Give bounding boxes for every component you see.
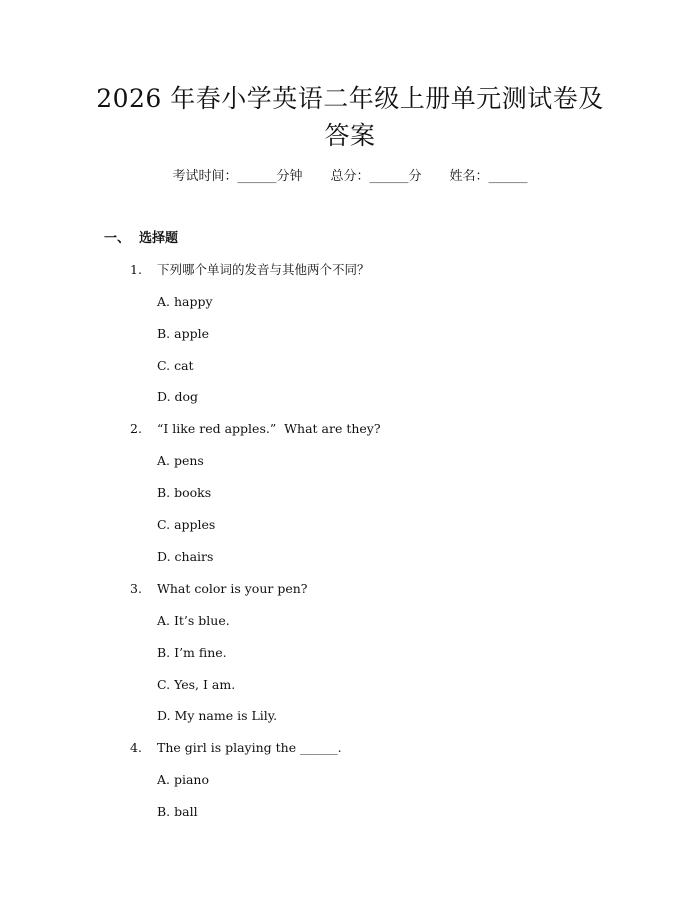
question-2-option-c: C. apples	[157, 517, 216, 532]
question-2-option-d: D. chairs	[157, 549, 214, 564]
question-4-option-a: A. piano	[157, 772, 210, 787]
question-1-option-b: B. apple	[157, 326, 209, 341]
student-name-field: 姓名：______	[449, 169, 528, 184]
question-3	[130, 580, 307, 598]
question-text: The girl is playing the ______.	[157, 740, 342, 755]
question-3-option-c: C. Yes, I am.	[157, 677, 236, 692]
question-number: 3.	[130, 581, 142, 596]
section-heading-choice: 一、 选择题	[104, 231, 179, 246]
exam-time-field: 考试时间：______分钟	[172, 169, 303, 184]
question-3-option-b: B. I’m fine.	[157, 645, 227, 660]
question-3-option-d: D. My name is Lily.	[157, 708, 278, 723]
document-title-line-1: 2026 年春小学英语二年级上册单元测试卷及	[96, 84, 604, 113]
exam-info-line	[0, 168, 700, 186]
question-text: 下列哪个单词的发音与其他两个不同？	[157, 262, 370, 277]
total-score-field: 总分：______分	[330, 169, 422, 184]
question-number: 4.	[130, 740, 142, 755]
question-1	[130, 261, 370, 279]
question-1-option-d: D. dog	[157, 389, 199, 404]
question-1-option-a: A. happy	[157, 294, 213, 309]
question-number: 2.	[130, 421, 142, 436]
question-1-option-c: C. cat	[157, 358, 194, 373]
question-text: “I like red apples.” What are they?	[157, 421, 381, 436]
question-2-option-b: B. books	[157, 485, 212, 500]
question-2	[130, 420, 381, 438]
document-title-line-2: 答案	[324, 121, 376, 150]
question-4	[130, 739, 342, 757]
question-text: What color is your pen?	[157, 581, 308, 596]
question-2-option-a: A. pens	[157, 453, 204, 468]
question-number: 1.	[130, 262, 142, 277]
question-3-option-a: A. It’s blue.	[157, 613, 230, 628]
question-4-option-b: B. ball	[157, 804, 198, 819]
